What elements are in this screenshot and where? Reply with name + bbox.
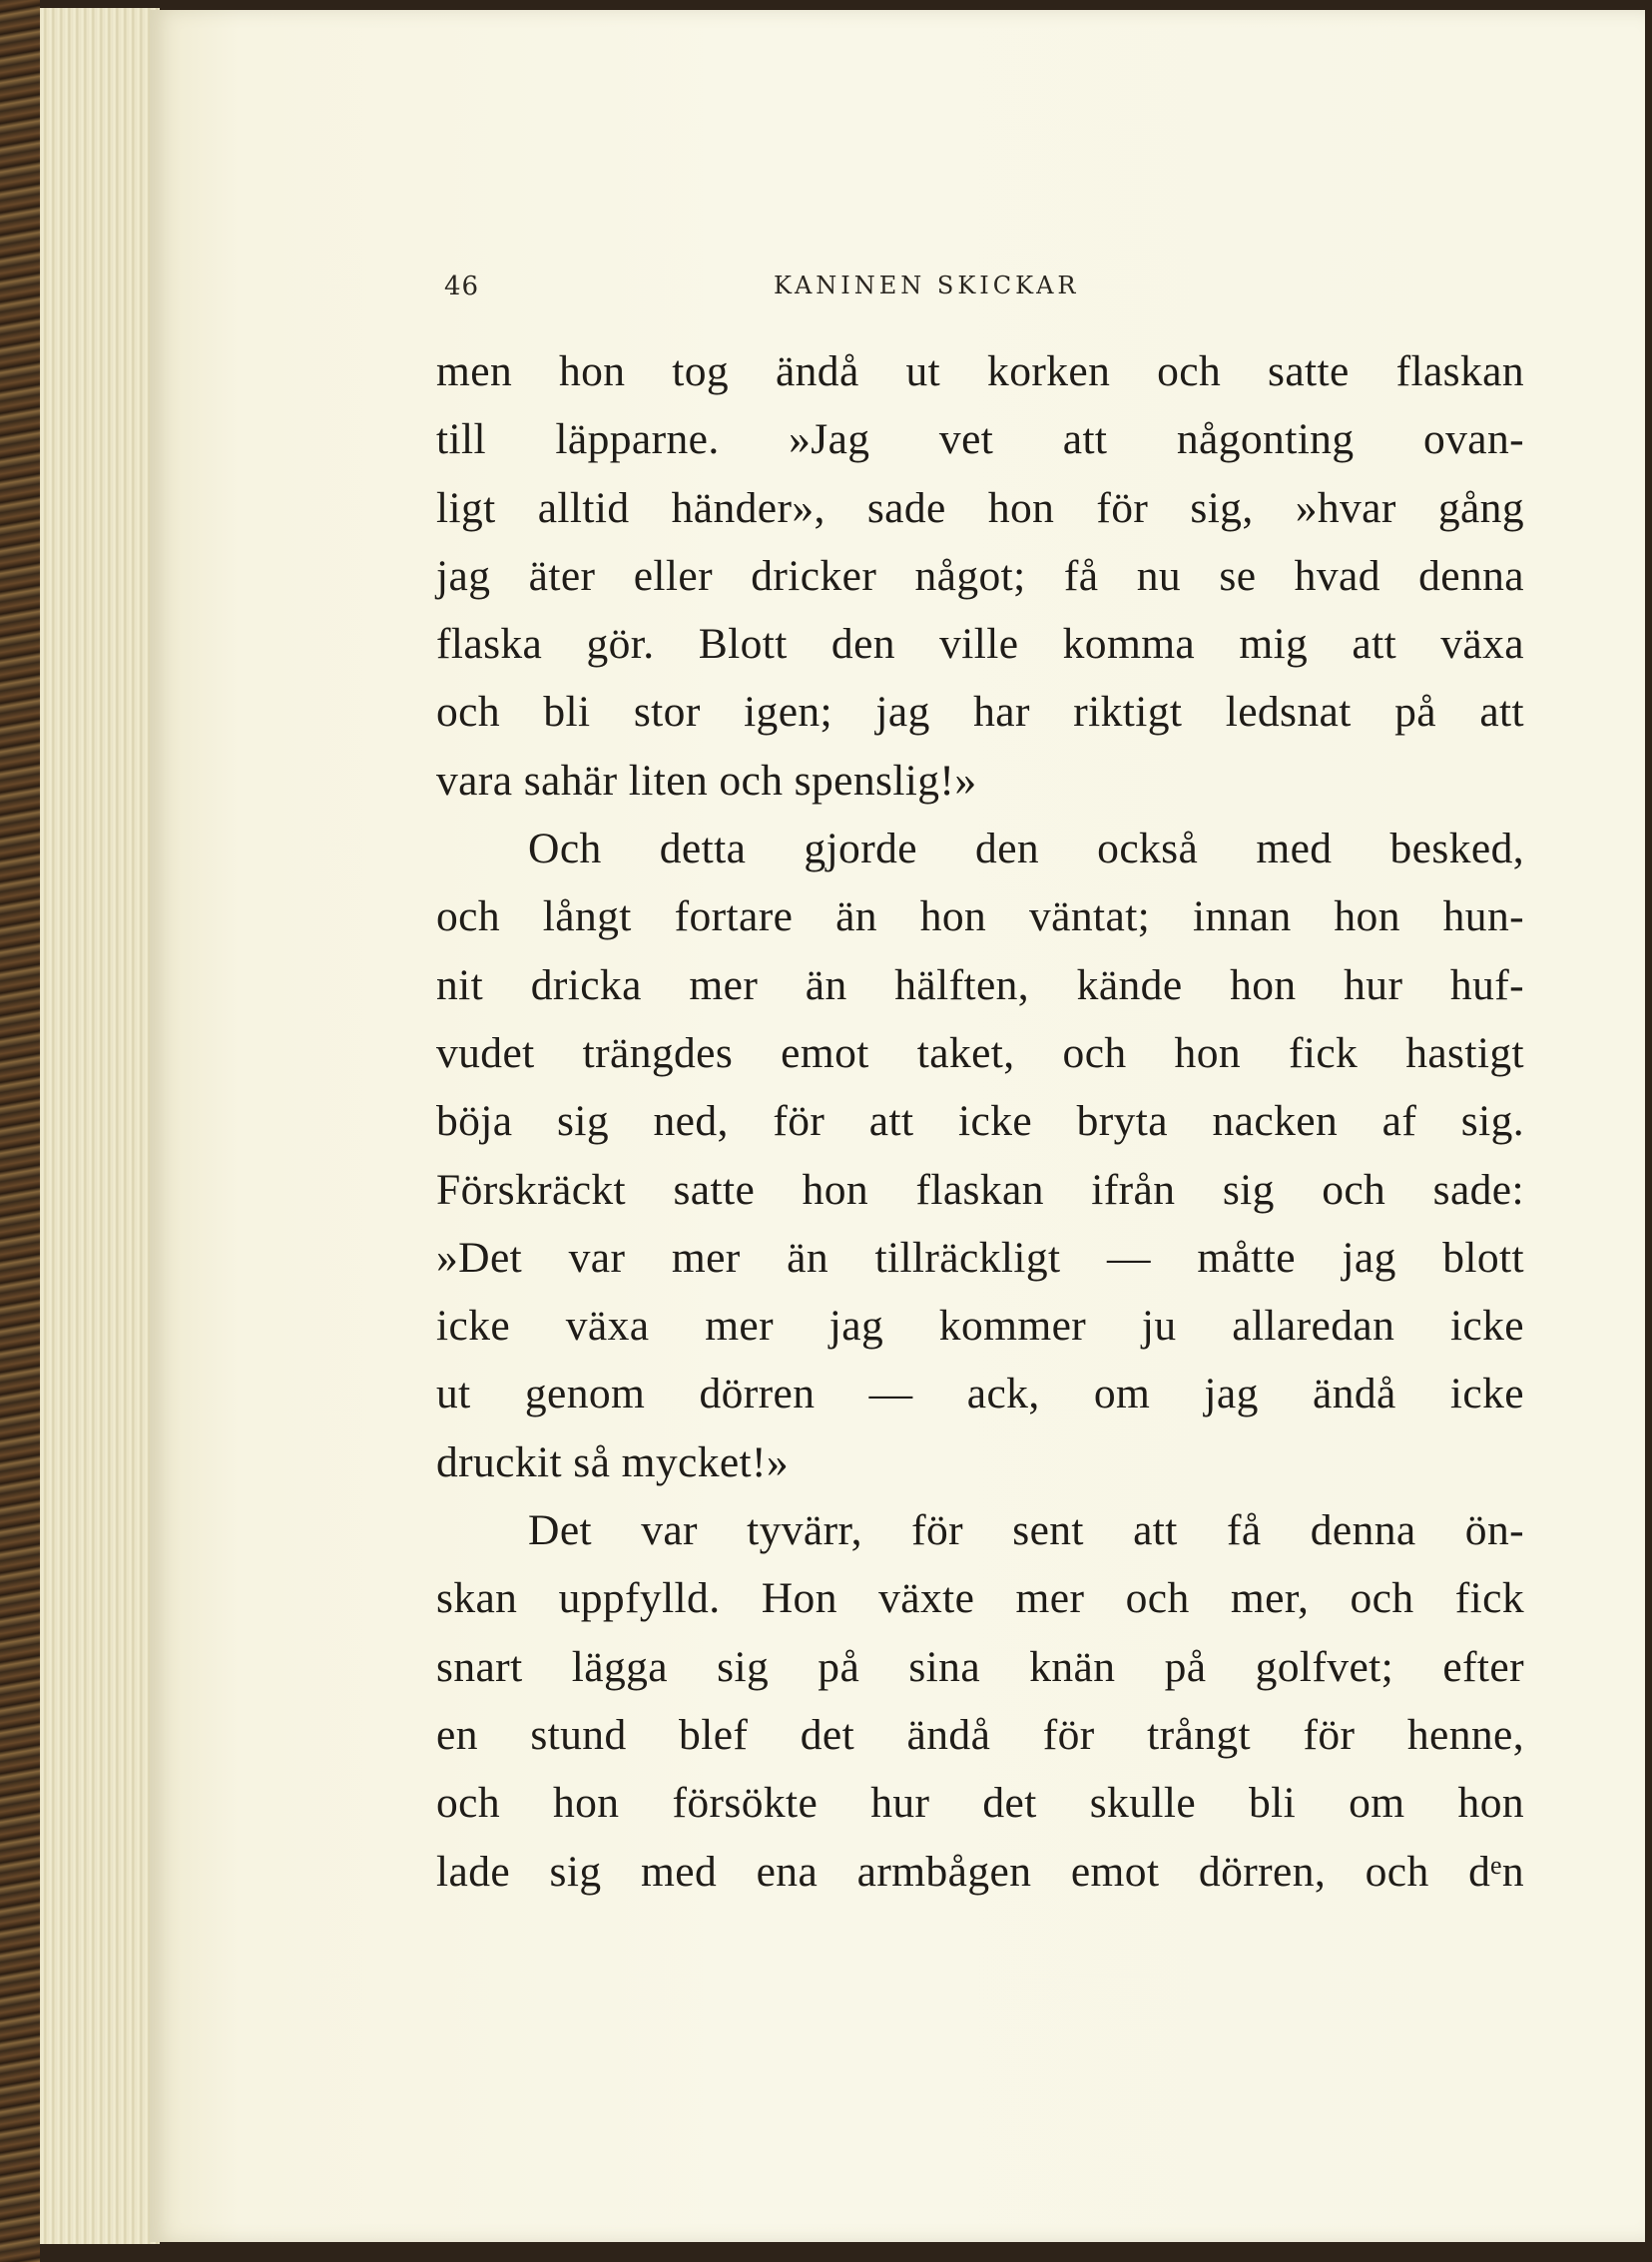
text-line: men hon tog ändå ut korken och satte flaskan — [436, 347, 1524, 395]
text-line: till läpparne. »Jag vet att någonting ovan- — [436, 415, 1524, 464]
text-line: icke växa mer jag kommer ju allaredan icke — [436, 1302, 1524, 1351]
text-line: lade sig med ena armbågen emot dörren, och dᵉn — [436, 1847, 1524, 1896]
text-line: nit dricka mer än hälften, kände hon hur huf- — [436, 960, 1524, 1009]
text-line: en stund blef det ändå för trångt för henne, — [436, 1710, 1524, 1759]
text-line: »Det var mer än tillräckligt — måtte jag blott — [436, 1233, 1524, 1282]
text-line: och bli stor igen; jag har riktigt ledsnat på att — [436, 688, 1524, 737]
text-line: vara sahär liten och spenslig!» — [436, 756, 977, 805]
text-line: druckit så mycket!» — [436, 1437, 790, 1486]
text-line: flaska gör. Blott den ville komma mig att växa — [436, 620, 1524, 669]
text-line: Och detta gjorde den också med besked, — [528, 825, 1524, 873]
page-edges — [40, 8, 160, 2244]
text-line: Förskräckt satte hon flaskan ifrån sig och sade: — [436, 1165, 1524, 1214]
page-number: 46 — [444, 272, 480, 301]
text-line: ligt alltid händer», sade hon för sig, »hvar gång — [436, 483, 1524, 532]
text-line: och långt fortare än hon väntat; innan hon hun- — [436, 892, 1524, 941]
text-line: vudet trängdes emot taket, och hon fick hastigt — [436, 1028, 1524, 1077]
text-line: ut genom dörren — ack, om jag ändå icke — [436, 1370, 1524, 1418]
body-text — [436, 337, 1524, 1906]
text-line: jag äter eller dricker något; få nu se hvad denna — [436, 551, 1524, 600]
marbled-cover-edge — [0, 0, 40, 2262]
text-line: Det var tyvärr, för sent att få denna ön- — [528, 1506, 1524, 1555]
text-line: böja sig ned, för att icke bryta nacken af sig. — [436, 1097, 1524, 1146]
page-header — [444, 272, 1512, 311]
text-line: skan uppfylld. Hon växte mer och mer, och fick — [436, 1574, 1524, 1623]
running-head: KANINEN SKICKAR — [774, 272, 1080, 299]
text-line: och hon försökte hur det skulle bli om hon — [436, 1779, 1524, 1828]
text-line: snart lägga sig på sina knän på golfvet; efter — [436, 1642, 1524, 1691]
